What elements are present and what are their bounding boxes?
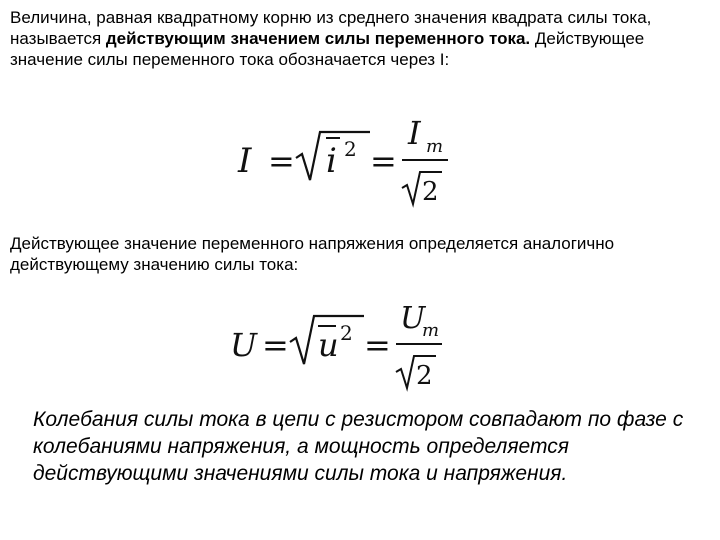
formula-exponent: 2 bbox=[340, 321, 353, 345]
definition-tail: Действующее значение силы переменного тока обозначается через I: bbox=[10, 29, 645, 69]
formula-numerator: U bbox=[400, 301, 426, 336]
effective-current-formula bbox=[230, 112, 460, 212]
formula-radicand: i bbox=[326, 141, 337, 181]
formula-denominator: 2 bbox=[416, 361, 433, 391]
formula-exponent: 2 bbox=[344, 137, 357, 161]
formula-equals-2: = bbox=[364, 326, 391, 364]
formula-radicand: u bbox=[318, 326, 339, 364]
formula-lhs: U bbox=[230, 326, 257, 364]
formula-equals-1: = bbox=[268, 142, 295, 180]
effective-voltage-formula-svg bbox=[222, 298, 452, 396]
definition-lead: Величина, равная квадратному корню из среднего значения квадрата силы тока, называется bbox=[10, 8, 652, 48]
definition-term: действующим значением силы переменного тока. bbox=[105, 29, 531, 48]
formula-denominator: 2 bbox=[422, 177, 439, 207]
voltage-paragraph: Действующее значение переменного напряжения определяется аналогично действующему значению силы тока: bbox=[10, 234, 615, 274]
formula-lhs: I bbox=[238, 141, 252, 181]
formula-equals-2: = bbox=[370, 142, 397, 180]
conclusion-paragraph: Колебания силы тока в цепи с резистором совпадают по фазе с колебаниями напряжения, а мощность определяется действующими значениями силы тока и напряжения. bbox=[33, 408, 684, 485]
effective-current-formula-svg bbox=[230, 112, 460, 212]
formula-numerator-subscript: m bbox=[422, 320, 440, 341]
formula-equals-1: = bbox=[262, 326, 289, 364]
formula-numerator: I bbox=[408, 114, 421, 152]
definition-paragraph bbox=[10, 7, 710, 70]
formula-numerator-subscript: m bbox=[426, 136, 444, 157]
effective-voltage-formula bbox=[222, 298, 452, 396]
